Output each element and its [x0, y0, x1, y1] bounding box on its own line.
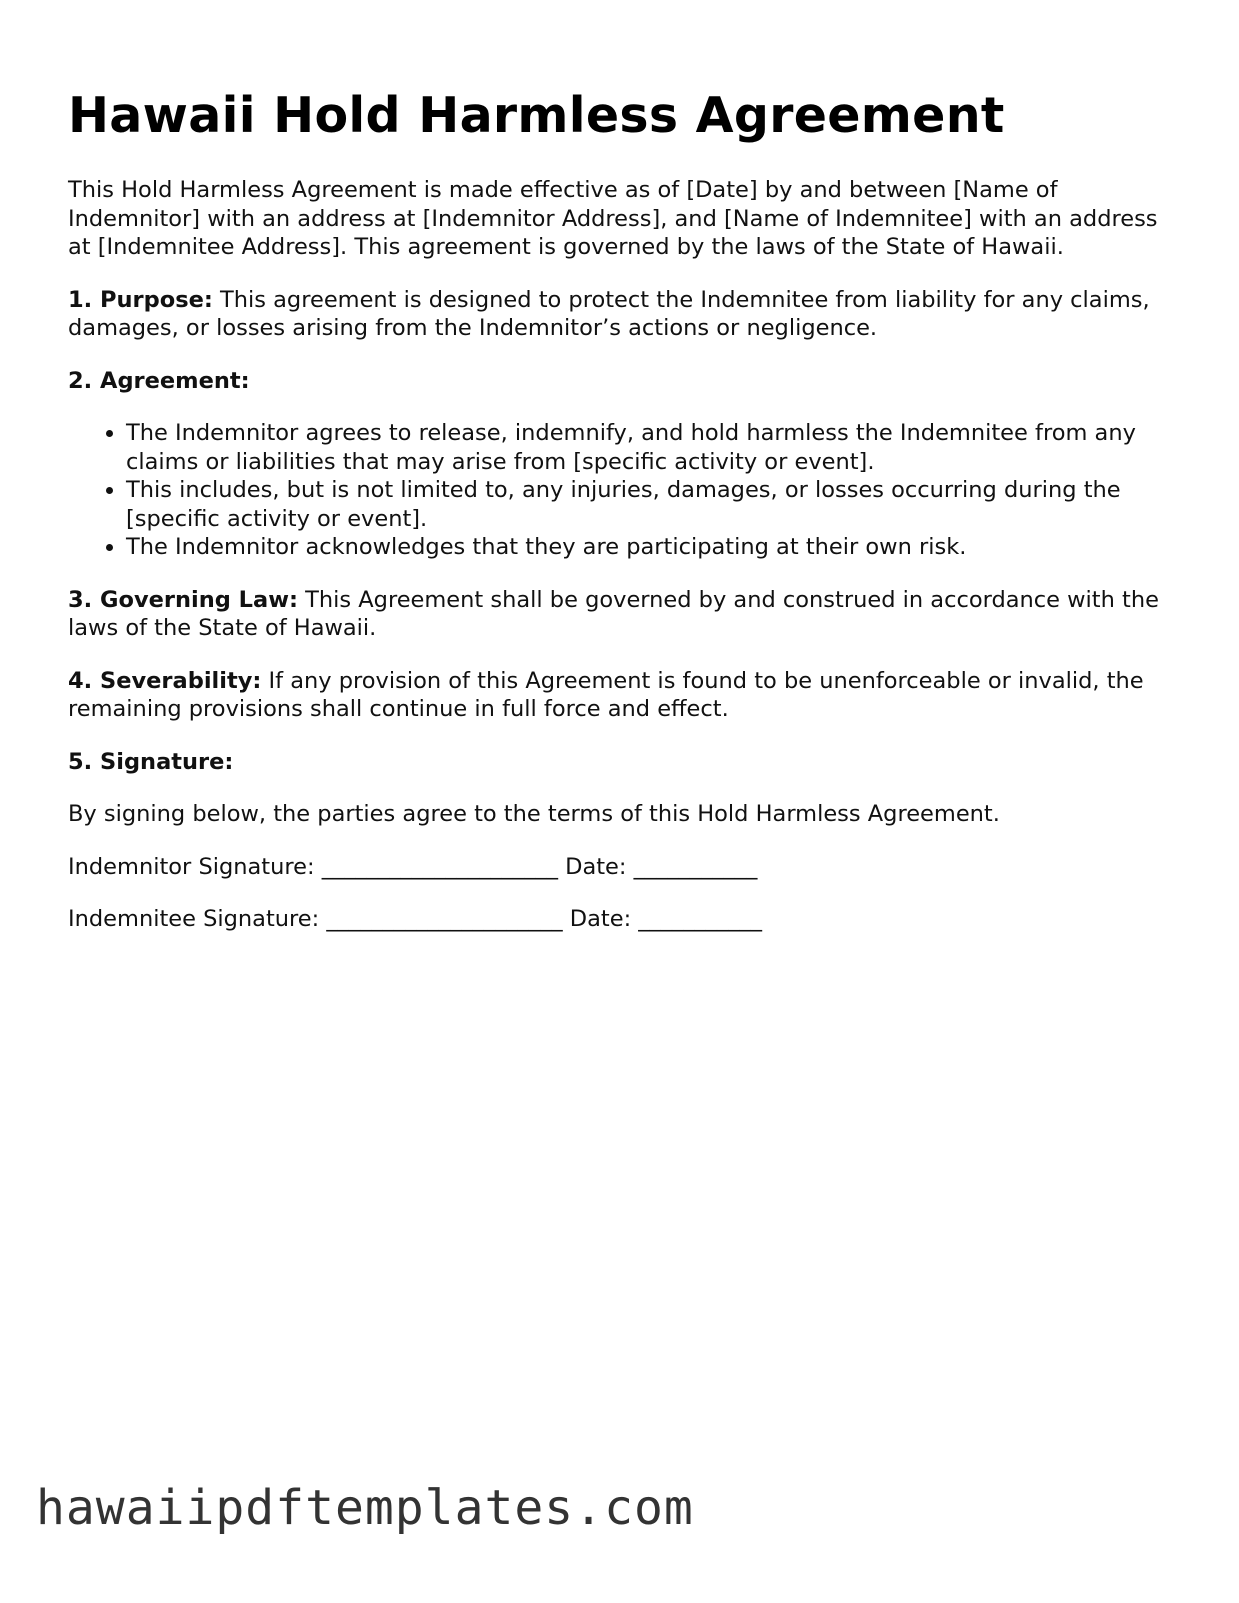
section-purpose [68, 286, 1178, 343]
section-severability-heading: 4. Severability: [68, 667, 262, 694]
document-page [68, 0, 1178, 958]
intro-paragraph: This Hold Harmless Agreement is made effective as of [Date] by and between [Name of Indemnitor] with an address at [Indemnitor Address], and [Name of Indemnitee] with an address at [Indemnitee Address]. This agreement is governed by the laws of the State of Hawaii. [68, 177, 1158, 260]
signature-statement: By signing below, the parties agree to the terms of this Hold Harmless Agreement. [68, 801, 1000, 827]
section-purpose-text: This agreement is designed to protect the Indemnitee from liability for any claims, damages, or losses arising from the Indemnitor’s actions or negligence. [68, 286, 1150, 341]
section-severability-text: If any provision of this Agreement is found to be unenforceable or invalid, the remaining provisions shall continue in full force and effect. [68, 667, 1144, 722]
section-governing-law-heading: 3. Governing Law: [68, 586, 298, 613]
indemnitee-signature-line: Indemnitee Signature: _____________________ Date: ___________ [68, 906, 763, 932]
indemnitor-signature-line: Indemnitor Signature: _____________________ Date: ___________ [68, 853, 758, 880]
section-purpose-heading: 1. Purpose: [68, 286, 213, 313]
section-severability [68, 667, 1178, 724]
section-agreement-heading: 2. Agreement: [68, 367, 250, 394]
agreement-bullet: • The Indemnitor agrees to release, indemnify, and hold harmless the Indemnitee from any claims or liabilities that may arise from [specific activity or event]. [126, 419, 1178, 476]
section-governing-law [68, 586, 1178, 643]
site-watermark: hawaiipdftemplates.com [36, 1480, 694, 1536]
document-title: Hawaii Hold Harmless Agreement [68, 87, 1005, 144]
section-signature-heading: 5. Signature: [68, 748, 234, 775]
agreement-bullet: • The Indemnitor acknowledges that they are participating at their own risk. [126, 533, 1178, 562]
section-governing-law-text: This Agreement shall be governed by and construed in accordance with the laws of the State of Hawaii. [68, 586, 1159, 641]
agreement-bullet: • This includes, but is not limited to, any injuries, damages, or losses occurring during the [specific activity or event]. [126, 476, 1178, 533]
agreement-bullet-list [68, 419, 1178, 562]
